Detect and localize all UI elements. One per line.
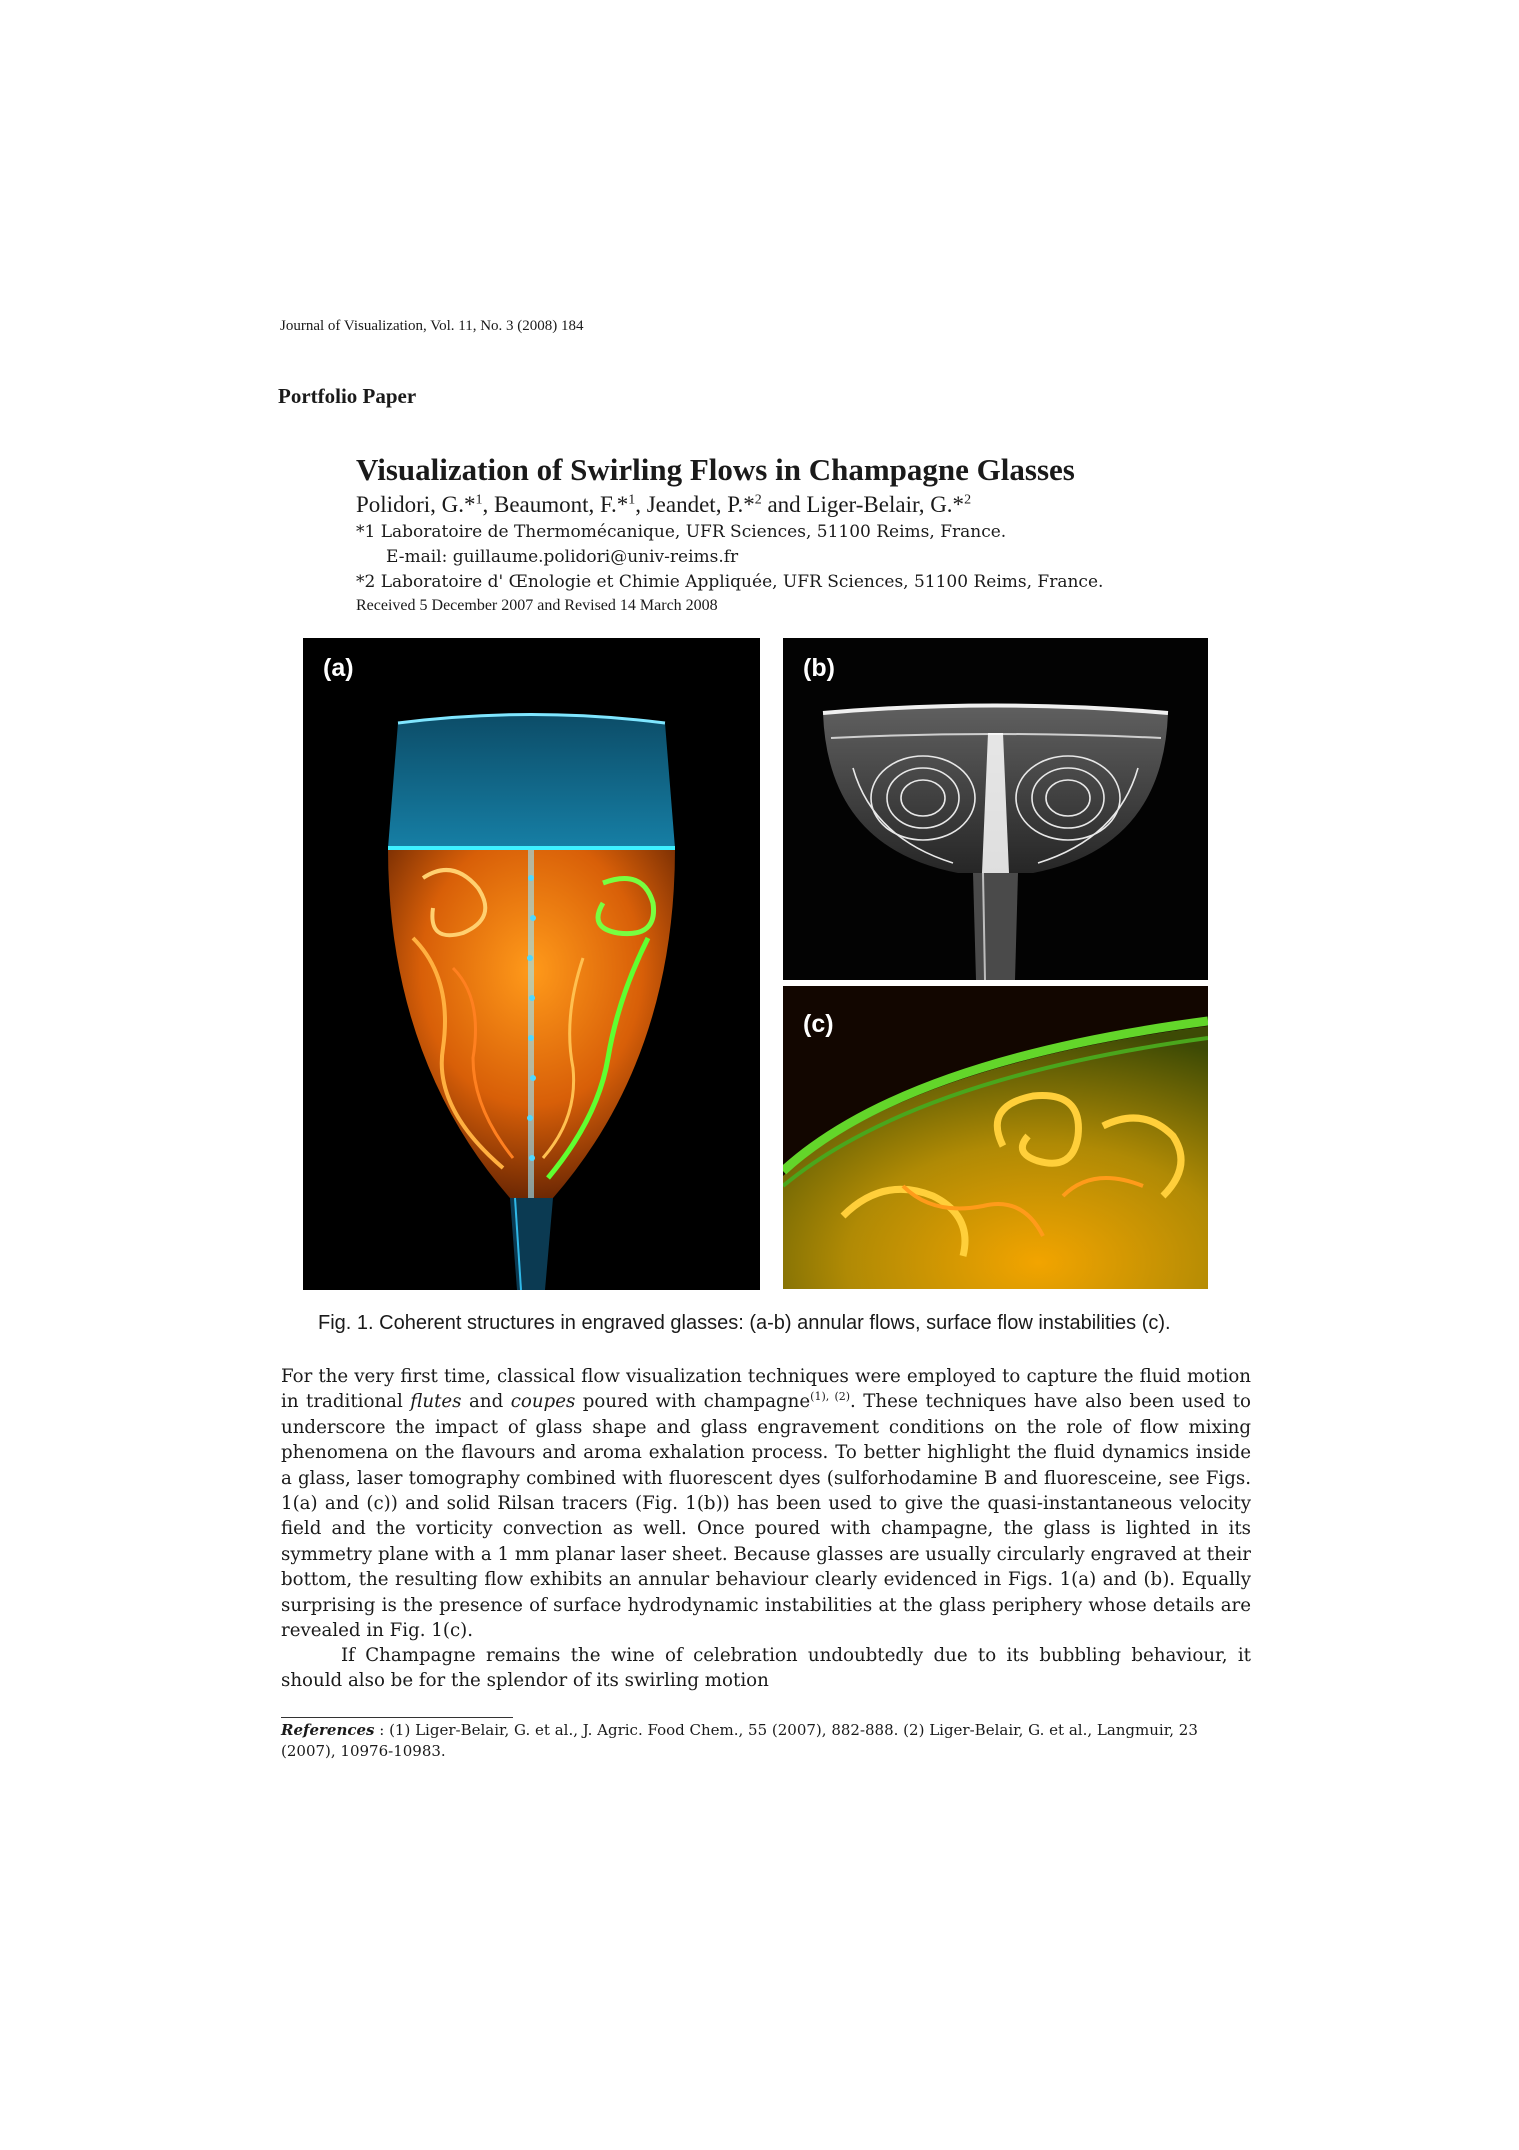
text-run: and xyxy=(461,1391,511,1413)
body-paragraph-2: If Champagne remains the wine of celebration undoubtedly due to its bubbling behaviour, it should also be for the splendor of its swirling motion xyxy=(281,1645,1251,1692)
surface-instability-illustration xyxy=(783,986,1208,1289)
author-list xyxy=(356,492,971,518)
paper-type: Portfolio Paper xyxy=(278,384,417,408)
figure-panel-a xyxy=(303,638,760,1290)
affiliation-mark: 1 xyxy=(628,492,636,508)
citation-marks: (1), (2) xyxy=(810,1390,851,1404)
coupe-glass-illustration xyxy=(783,638,1208,980)
emphasis-flutes: flutes xyxy=(410,1391,462,1413)
paper-title: Visualization of Swirling Flows in Champagne Glasses xyxy=(356,452,1075,487)
affiliation-mark: 2 xyxy=(754,492,762,508)
panel-a-label: (a) xyxy=(323,654,354,682)
panel-b-label: (b) xyxy=(803,654,835,682)
figure-panel-c xyxy=(783,986,1208,1289)
references xyxy=(281,1720,1201,1762)
author-name: , Jeandet, P.* xyxy=(635,492,755,517)
journal-header: Journal of Visualization, Vol. 11, No. 3 (2008) 184 xyxy=(280,318,584,334)
author-name: and Liger-Belair, G.* xyxy=(761,492,965,517)
received-dates: Received 5 December 2007 and Revised 14 March 2008 xyxy=(356,597,718,614)
text-run: . These techniques have also been used to underscore the impact of glass shape and glass engravement conditions on the role of flow mixing phenomena on the flavours and aroma exhalation process. To better highlight the fluid dynamics inside a glass, laser tomography combined with fluorescent dyes (sulforhodamine B and fluoresceine, see Figs. 1(a) and (c)) and solid Rilsan tracers (Fig. 1(b)) has been used to give the quasi-instantaneous velocity field and the vorticity convection as well. Once poured with champagne, the glass is lighted in its symmetry plane with a 1 mm planar laser sheet. Because glasses are usually circularly engraved at their bottom, the resulting flow exhibits an annular behaviour clearly evidenced in Figs. 1(a) and (b). Equally surprising is the presence of surface hydrodynamic instabilities at the glass periphery whose details are revealed in Fig. 1(c). xyxy=(281,1391,1251,1642)
text-run: For the very first time, classical flow visualization techniques were employed to capture the fluid motion in traditional xyxy=(281,1366,1251,1413)
author-name: Polidori, G.* xyxy=(356,492,476,517)
references-text: : (1) Liger-Belair, G. et al., J. Agric. Food Chem., 55 (2007), 882-888. (2) Liger-Belair, G. et al., Langmuir, 23 (2007), 10976-10983. xyxy=(281,1721,1198,1760)
author-name: , Beaumont, F.* xyxy=(482,492,629,517)
affiliation-2: *2 Laboratoire d' Œnologie et Chimie Appliquée, UFR Sciences, 51100 Reims, France. xyxy=(356,572,1104,592)
affiliation-1: *1 Laboratoire de Thermomécanique, UFR Sciences, 51100 Reims, France. xyxy=(356,522,1007,542)
panel-c-label: (c) xyxy=(803,1010,834,1038)
text-run: poured with champagne xyxy=(575,1391,811,1413)
body-paragraph-1 xyxy=(281,1364,1251,1643)
references-divider xyxy=(281,1717,513,1718)
contact-email: E-mail: guillaume.polidori@univ-reims.fr xyxy=(386,547,739,567)
affiliation-mark: 1 xyxy=(475,492,483,508)
flute-glass-illustration xyxy=(303,638,760,1290)
references-label: References xyxy=(281,1721,375,1739)
figure-panel-b xyxy=(783,638,1208,980)
figure-caption: Fig. 1. Coherent structures in engraved glasses: (a-b) annular flows, surface flow instabilities (c). xyxy=(318,1312,1171,1334)
emphasis-coupes: coupes xyxy=(510,1391,576,1413)
affiliation-mark: 2 xyxy=(964,492,972,508)
